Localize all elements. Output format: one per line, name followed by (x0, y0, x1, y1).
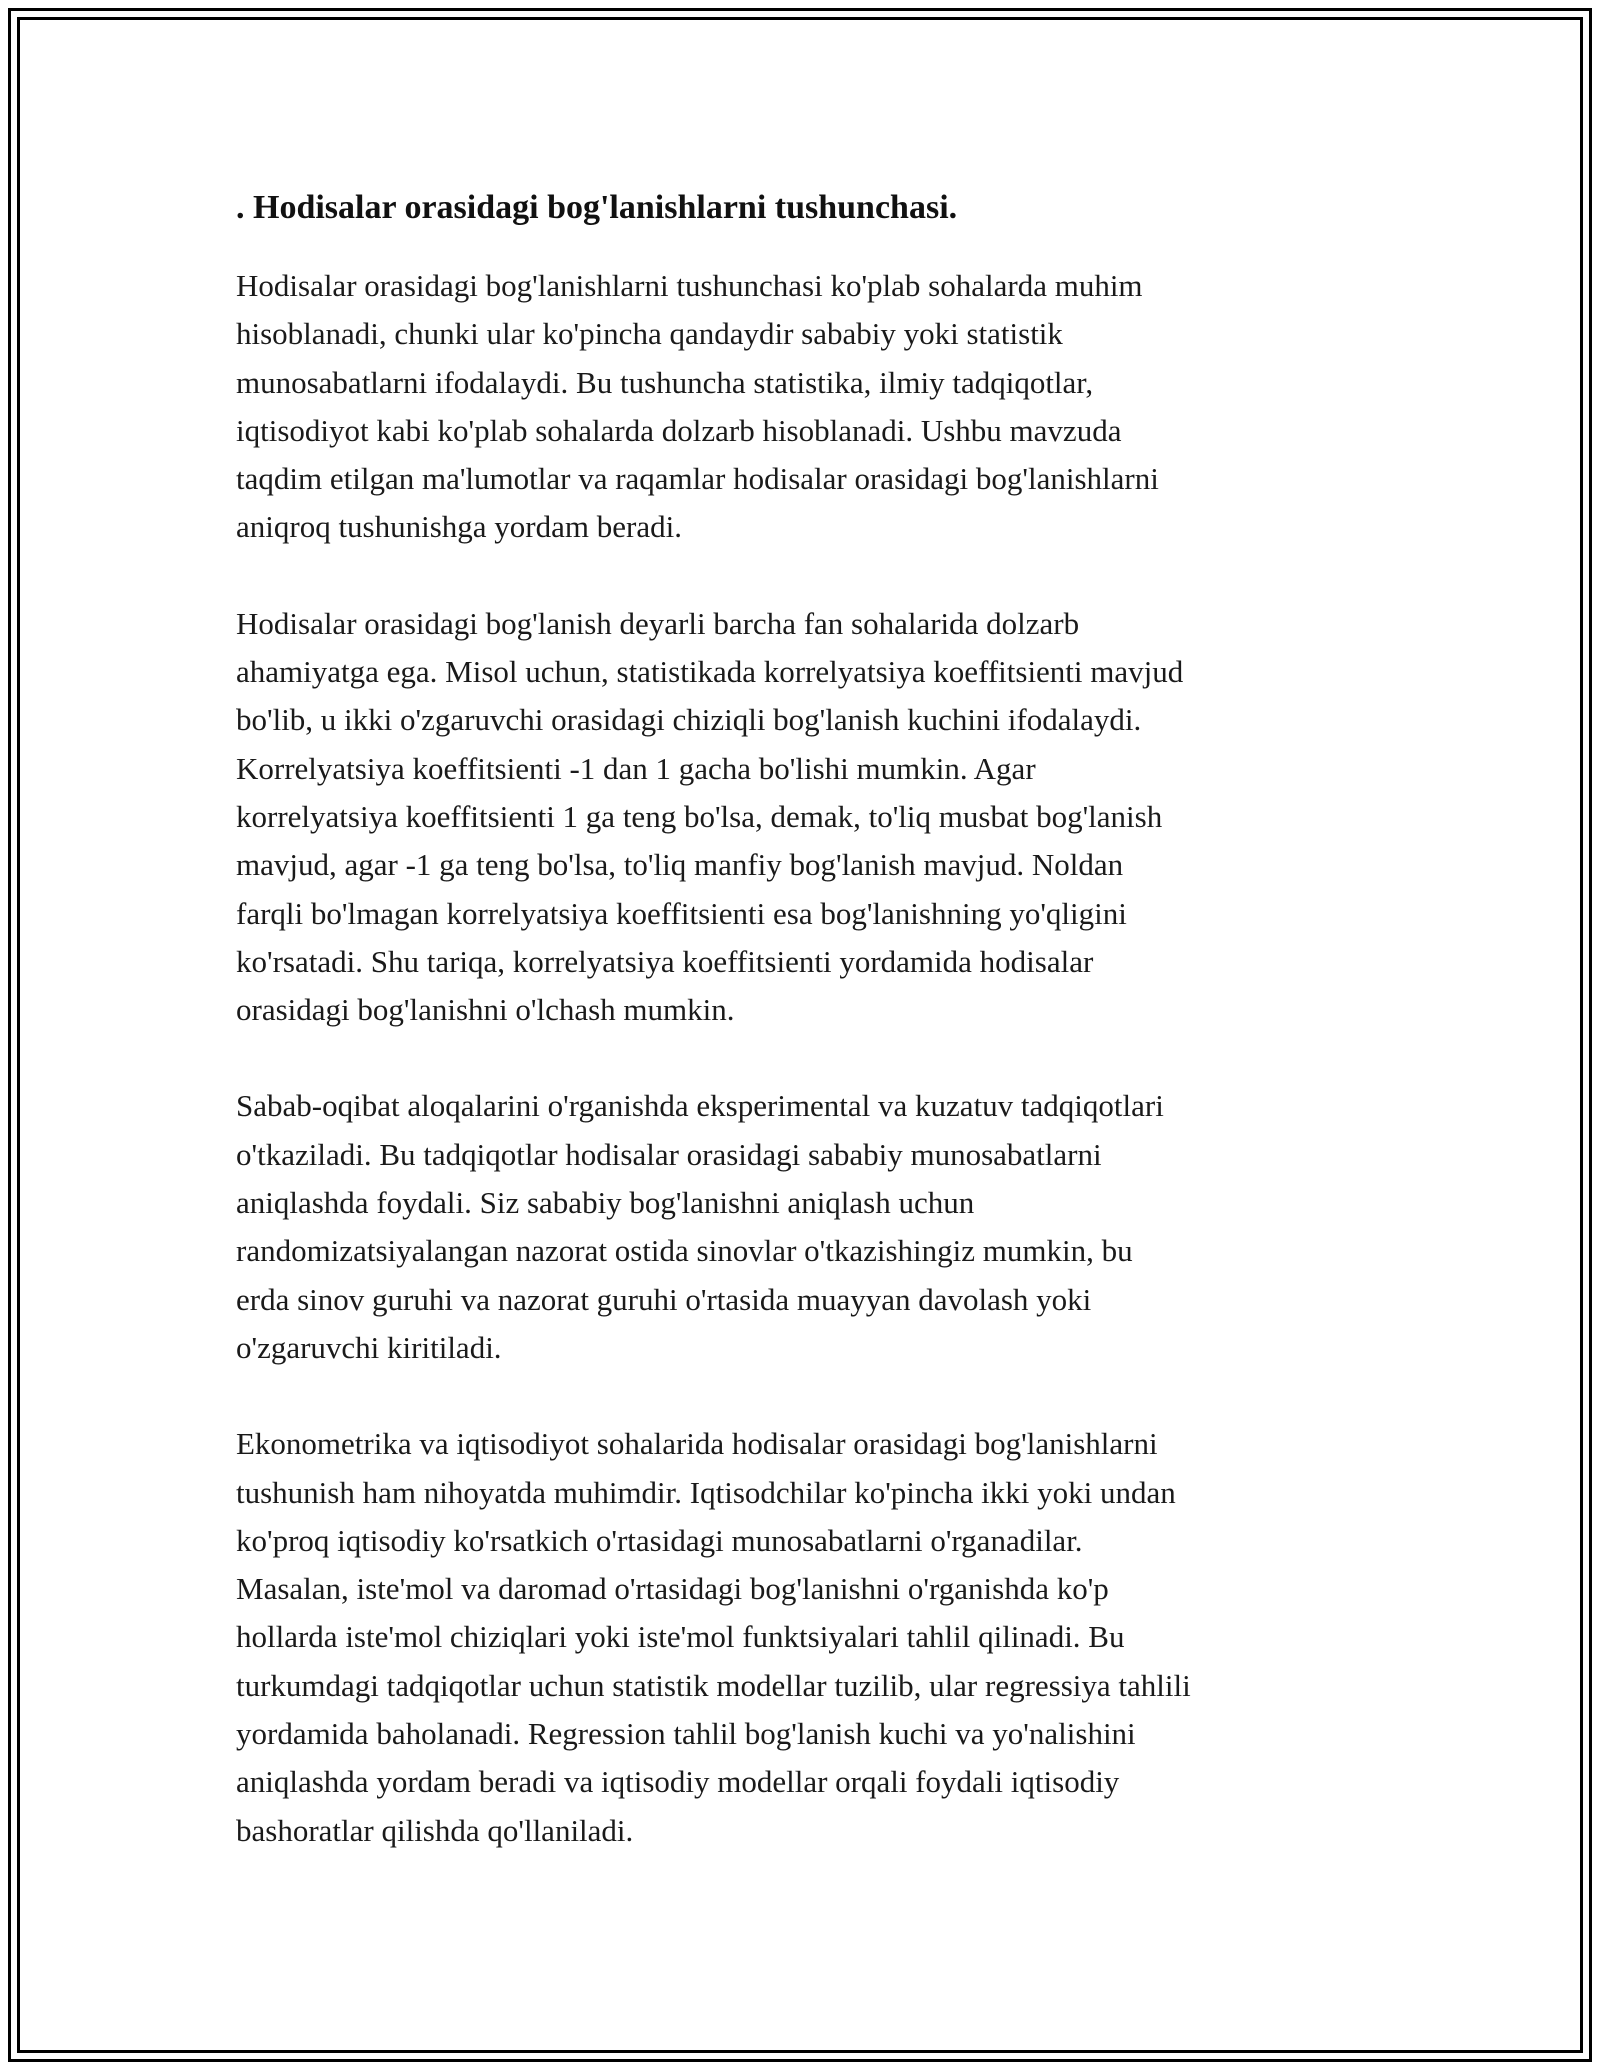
paragraph-line: farqli bo'lmagan korrelyatsiya koeffitsienti esa bog'lanishning yo'qligini (236, 895, 1127, 931)
paragraph-line: bashoratlar qilishda qo'llaniladi. (236, 1812, 634, 1848)
paragraph-line: Hodisalar orasidagi bog'lanishlarni tushunchasi ko'plab sohalarda muhim (236, 268, 1143, 303)
paragraph-line: turkumdagi tadqiqotlar uchun statistik modellar tuzilib, ular regressiya tahlili (236, 1667, 1191, 1703)
paragraph-line: aniqlashda yordam beradi va iqtisodiy modellar orqali foydali iqtisodiy (236, 1764, 1120, 1800)
paragraph-line: Hodisalar orasidagi bog'lanish deyarli barcha fan sohalarida dolzarb (236, 605, 1080, 641)
paragraph-line: yordamida baholanadi. Regression tahlil bog'lanish kuchi va yo'nalishini (236, 1716, 1136, 1752)
paragraph-line: Masalan, iste'mol va daromad o'rtasidagi bog'lanishni o'rganishda ko'p (236, 1571, 1109, 1607)
paragraph-4 (236, 1420, 1386, 1855)
paragraph-line: mavjud, agar -1 ga teng bo'lsa, to'liq manfiy bog'lanish mavjud. Noldan (236, 847, 1124, 883)
paragraph-line: munosabatlarni ifodalaydi. Bu tushuncha statistika, ilmiy tadqiqotlar, (236, 364, 1094, 400)
paragraph-line: korrelyatsiya koeffitsienti 1 ga teng bo'lsa, demak, to'liq musbat bog'lanish (236, 798, 1163, 834)
paragraph-line: aniqlashda foydali. Siz sababiy bog'lanishni aniqlash uchun (236, 1185, 975, 1221)
paragraph-line: o'tkaziladi. Bu tadqiqotlar hodisalar orasidagi sababiy munosabatlarni (236, 1136, 1102, 1172)
paragraph-line: aniqroq tushunishga yordam beradi. (236, 509, 682, 545)
paragraph-line: Sabab-oqibat aloqalarini o'rganishda eksperimental va kuzatuv tadqiqotlari (236, 1088, 1164, 1124)
paragraph-2 (236, 600, 1386, 1035)
paragraph-list (236, 262, 1386, 1855)
paragraph-line: ko'proq iqtisodiy ko'rsatkich o'rtasidagi munosabatlarni o'rganadilar. (236, 1522, 1083, 1558)
paragraph-line: erda sinov guruhi va nazorat guruhi o'rtasida muayyan davolash yoki (236, 1281, 1092, 1317)
paragraph-line: hisoblanadi, chunki ular ko'pincha qandaydir sababiy yoki statistik (236, 316, 1063, 352)
paragraph-line: ko'rsatadi. Shu tariqa, korrelyatsiya koeffitsienti yordamida hodisalar (236, 943, 1094, 979)
paragraph-line: tushunish ham nihoyatda muhimdir. Iqtisodchilar ko'pincha ikki yoki undan (236, 1474, 1176, 1510)
document-heading: . Hodisalar orasidagi bog'lanishlarni tushunchasi. (236, 189, 958, 226)
paragraph-1 (236, 262, 1386, 552)
paragraph-line: randomizatsiyalangan nazorat ostida sinovlar o'tkazishingiz mumkin, bu (236, 1233, 1133, 1269)
paragraph-line: orasidagi bog'lanishni o'lchash mumkin. (236, 992, 735, 1028)
paragraph-line: hollarda iste'mol chiziqlari yoki iste'mol funktsiyalari tahlil qilinadi. Bu (236, 1619, 1125, 1655)
paragraph-line: taqdim etilgan ma'lumotlar va raqamlar hodisalar orasidagi bog'lanishlarni (236, 461, 1159, 497)
paragraph-line: iqtisodiyot kabi ko'plab sohalarda dolzarb hisoblanadi. Ushbu mavzuda (236, 412, 1122, 448)
paragraph-line: Korrelyatsiya koeffitsienti -1 dan 1 gacha bo'lishi mumkin. Agar (236, 750, 1036, 786)
paragraph-3 (236, 1082, 1386, 1372)
paragraph-line: o'zgaruvchi kiritiladi. (236, 1329, 502, 1365)
paragraph-line: bo'lib, u ikki o'zgaruvchi orasidagi chiziqli bog'lanish kuchini ifodalaydi. (236, 702, 1142, 738)
paragraph-line: Ekonometrika va iqtisodiyot sohalarida hodisalar orasidagi bog'lanishlarni (236, 1426, 1158, 1462)
document-body (236, 188, 1386, 1903)
paragraph-line: ahamiyatga ega. Misol uchun, statistikada korrelyatsiya koeffitsienti mavjud (236, 654, 1184, 690)
